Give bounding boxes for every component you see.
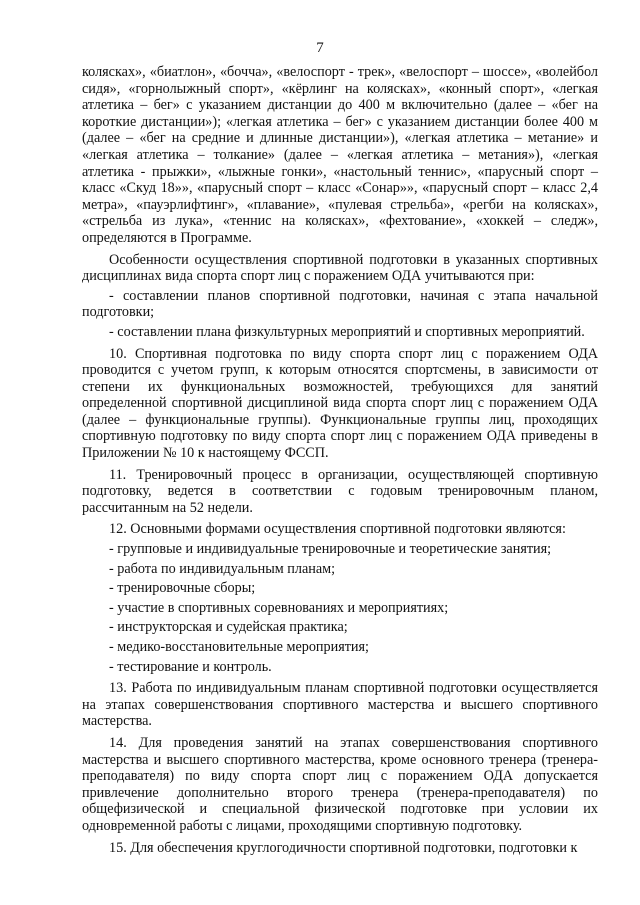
paragraph-sport-disciplines-list: колясках», «биатлон», «бочча», «велоспорт - трек», «велоспорт – шоссе», «волейбол сидя», «горнолыжный спорт», «кёрлинг на колясках», «конный спорт», «легкая атлетика – бег» с указанием дистанции до 400 м включительно (далее – «бег на короткие дистанции»); «легкая атлетика – бег» с указанием дистанции более 400 м (далее – «бег на средние и длинные дистанции»), «легкая атлетика – метание» и «легкая атлетика – толкание» (далее – «легкая атлетика – метания»), «легкая атлетика - прыжки», «лыжные гонки», «настольный теннис», «парусный спорт – класс «Скуд 18»», «парусный спорт – класс «Сонар»», «парусный спорт – класс 2,4 метра», «пауэрлифтинг», «плавание», «пулевая стрельба», «регби на колясках», «стрельба из лука», «теннис на колясках», «фехтование», «хоккей – следж», определяются в Программе. <box>82 64 598 246</box>
paragraph-10: 10. Спортивная подготовка по виду спорта спорт лиц с поражением ОДА проводится с учетом групп, к которым относятся спортсмены, в зависимости от степени их функциональных возможностей, требующихся для занятий определенной спортивной дисциплиной вида спорта спорт лиц с поражением ОДА (далее – функциональные группы). Функциональные группы лиц, проходящих спортивную подготовку по виду спорта спорт лиц с поражением ОДА приведены в Приложении № 10 к настоящему ФССП. <box>82 345 598 462</box>
list-item-forms-5: - инструкторская и судейская практика; <box>109 619 348 636</box>
paragraph-11: 11. Тренировочный процесс в организации, осуществляющей спортивную подготовку, ведется в соответствии с годовым тренировочным планом, рассчитанным на 52 недели. <box>82 466 598 516</box>
list-item-forms-2: - работа по индивидуальным планам; <box>109 560 336 577</box>
paragraph-features-intro: Особенности осуществления спортивной подготовки в указанных спортивных дисциплинах вида спорта спорт лиц с поражением ОДА учитываются при: <box>82 251 598 285</box>
paragraph-13: 13. Работа по индивидуальным планам спортивной подготовки осуществляется на этапах совершенствования спортивного мастерства и высшего спортивного мастерства. <box>82 680 598 730</box>
list-item-forms-7: - тестирование и контроль. <box>109 658 272 675</box>
list-item-event-plan: - составлении плана физкультурных мероприятий и спортивных мероприятий. <box>109 323 585 340</box>
list-item-forms-6: - медико-восстановительные мероприятия; <box>109 639 369 655</box>
document-body <box>82 64 598 856</box>
list-item-planning: - составлении планов спортивной подготовки, начиная с этапа начальной подготовки; <box>82 287 598 321</box>
page-number: 7 <box>316 40 324 56</box>
list-item-forms-1: - групповые и индивидуальные тренировочные и теоретические занятия; <box>109 541 552 558</box>
paragraph-12: 12. Основными формами осуществления спортивной подготовки являются: <box>109 521 566 538</box>
list-item-forms-4: - участие в спортивных соревнованиях и мероприятиях; <box>109 599 449 616</box>
paragraph-15: 15. Для обеспечения круглогодичности спортивной подготовки, подготовки к <box>109 839 578 856</box>
paragraph-14: 14. Для проведения занятий на этапах совершенствования спортивного мастерства и высшего спортивного мастерства, кроме основного тренера (тренера-преподавателя) по виду спорта спорт лиц с поражением ОДА допускается привлечение дополнительно второго тренера (тренера-преподавателя) по общефизической и специальной физической подготовке при условии их одновременной работы с лицами, проходящими спортивную подготовку. <box>82 734 598 834</box>
list-item-forms-3: - тренировочные сборы; <box>109 580 256 597</box>
